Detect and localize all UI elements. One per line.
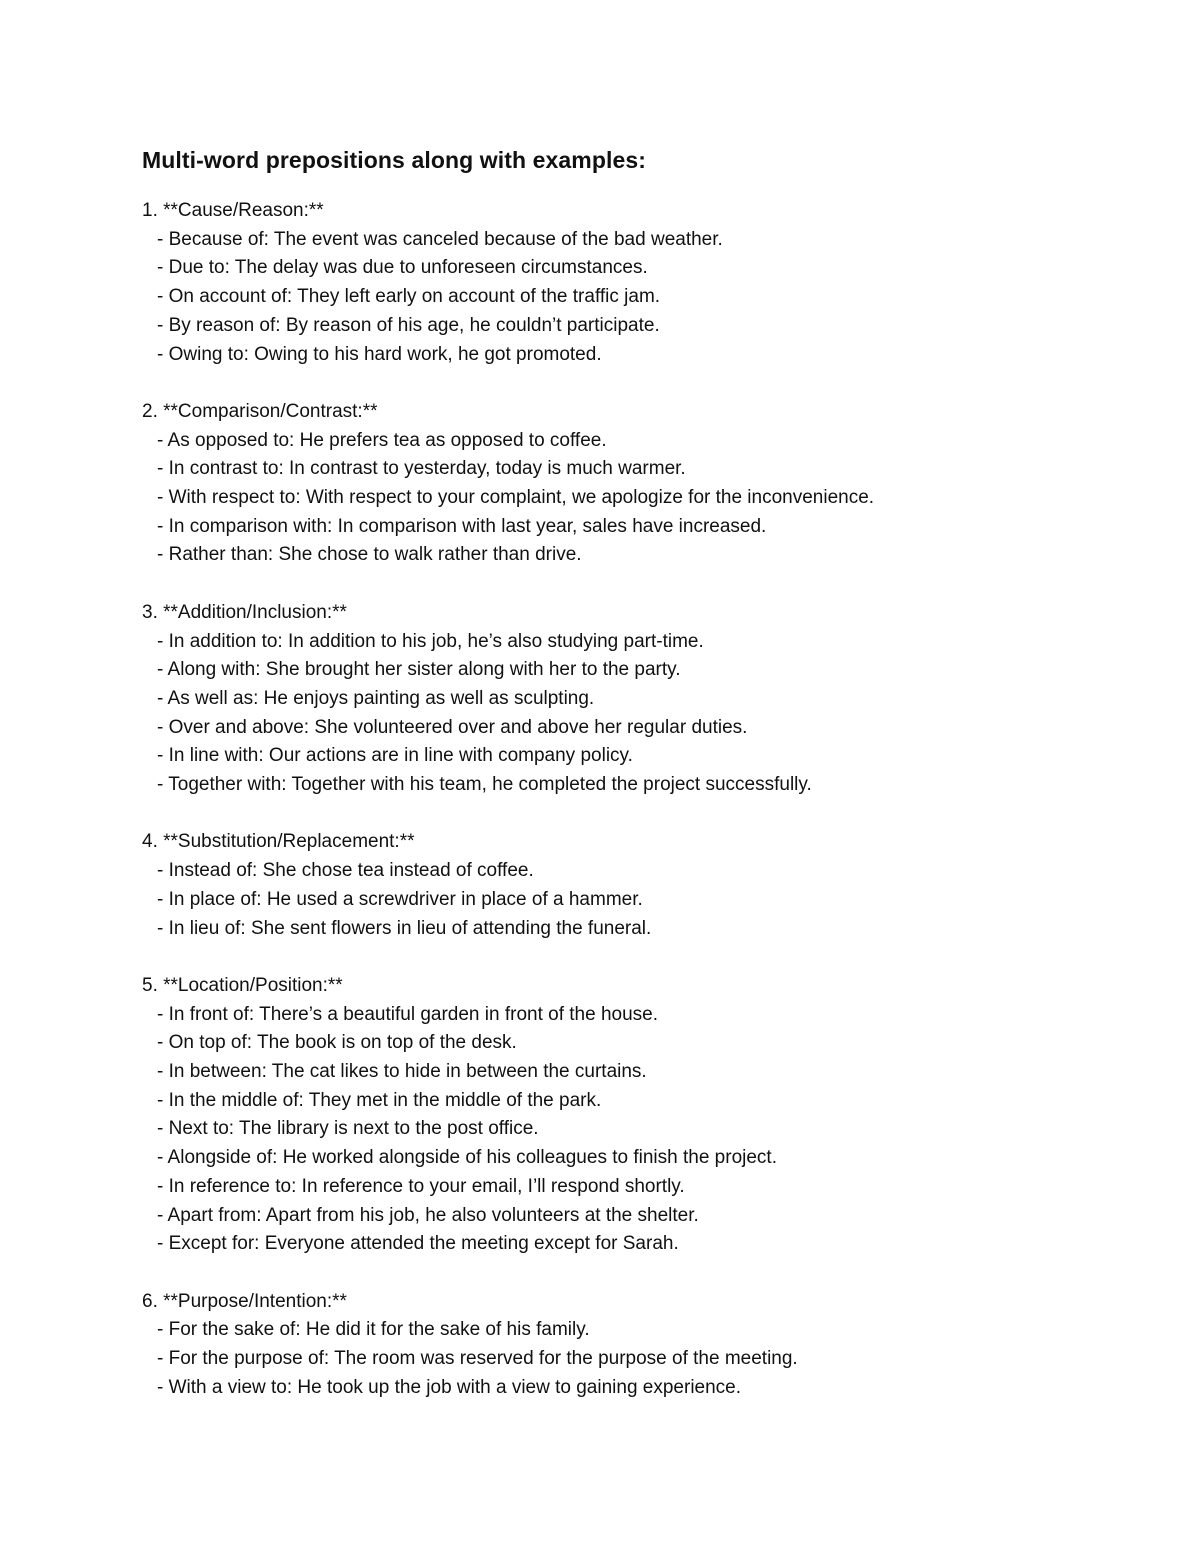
section-heading: 6. **Purpose/Intention:** <box>142 1290 347 1312</box>
list-item: - By reason of: By reason of his age, he couldn’t participate. <box>157 314 660 336</box>
list-item: - Due to: The delay was due to unforeseen circumstances. <box>157 257 648 279</box>
list-item: - On top of: The book is on top of the desk. <box>157 1032 517 1054</box>
list-item: - Instead of: She chose tea instead of coffee. <box>157 860 534 882</box>
list-item: - Along with: She brought her sister along with her to the party. <box>157 659 681 681</box>
list-item: - In reference to: In reference to your email, I’ll respond shortly. <box>157 1175 685 1197</box>
list-item: - Except for: Everyone attended the meeting except for Sarah. <box>157 1233 679 1255</box>
list-item: - Because of: The event was canceled because of the bad weather. <box>157 228 723 250</box>
section-heading: 1. **Cause/Reason:** <box>142 200 324 221</box>
section-addition-inclusion <box>142 599 1142 800</box>
list-item: - In place of: He used a screwdriver in place of a hammer. <box>157 888 643 910</box>
section-location-position <box>142 972 1142 1259</box>
list-item: - Over and above: She volunteered over and above her regular duties. <box>157 716 748 738</box>
list-item: - As well as: He enjoys painting as well as sculpting. <box>157 687 595 709</box>
section-cause-reason <box>142 197 1142 369</box>
list-item: - In front of: There’s a beautiful garden in front of the house. <box>157 1003 659 1025</box>
section-substitution-replacement <box>142 828 1142 943</box>
list-item: - On account of: They left early on account of the traffic jam. <box>157 286 661 308</box>
list-item: - Owing to: Owing to his hard work, he got promoted. <box>157 343 602 365</box>
section-heading: 2. **Comparison/Contrast:** <box>142 400 378 422</box>
list-item: - Rather than: She chose to walk rather than drive. <box>157 544 582 566</box>
document-title: Multi-word prepositions along with examples: <box>142 147 647 173</box>
document-body <box>142 143 1142 1431</box>
section-comparison-contrast <box>142 398 1142 570</box>
section-purpose-intention <box>142 1288 1142 1403</box>
section-heading: 4. **Substitution/Replacement:** <box>142 831 415 853</box>
list-item: - In between: The cat likes to hide in between the curtains. <box>157 1061 647 1083</box>
list-item: - For the purpose of: The room was reserved for the purpose of the meeting. <box>157 1348 798 1370</box>
section-heading: 3. **Addition/Inclusion:** <box>142 601 347 623</box>
list-item: - With a view to: He took up the job with a view to gaining experience. <box>157 1376 742 1398</box>
list-item: - Apart from: Apart from his job, he also volunteers at the shelter. <box>157 1204 699 1226</box>
list-item: - As opposed to: He prefers tea as opposed to coffee. <box>157 429 607 451</box>
list-item: - With respect to: With respect to your complaint, we apologize for the inconvenience. <box>157 487 875 509</box>
list-item: - In the middle of: They met in the middle of the park. <box>157 1089 602 1111</box>
list-item: - Together with: Together with his team, he completed the project successfully. <box>157 774 812 796</box>
section-heading: 5. **Location/Position:** <box>142 974 343 996</box>
list-item: - In addition to: In addition to his job, he’s also studying part-time. <box>157 630 704 652</box>
list-item: - Next to: The library is next to the post office. <box>157 1118 539 1140</box>
list-item: - Alongside of: He worked alongside of his colleagues to finish the project. <box>157 1147 777 1169</box>
list-item: - For the sake of: He did it for the sake of his family. <box>157 1319 590 1341</box>
list-item: - In comparison with: In comparison with last year, sales have increased. <box>157 515 767 537</box>
list-item: - In line with: Our actions are in line with company policy. <box>157 745 633 767</box>
list-item: - In contrast to: In contrast to yesterday, today is much warmer. <box>157 458 686 480</box>
list-item: - In lieu of: She sent flowers in lieu of attending the funeral. <box>157 917 652 939</box>
